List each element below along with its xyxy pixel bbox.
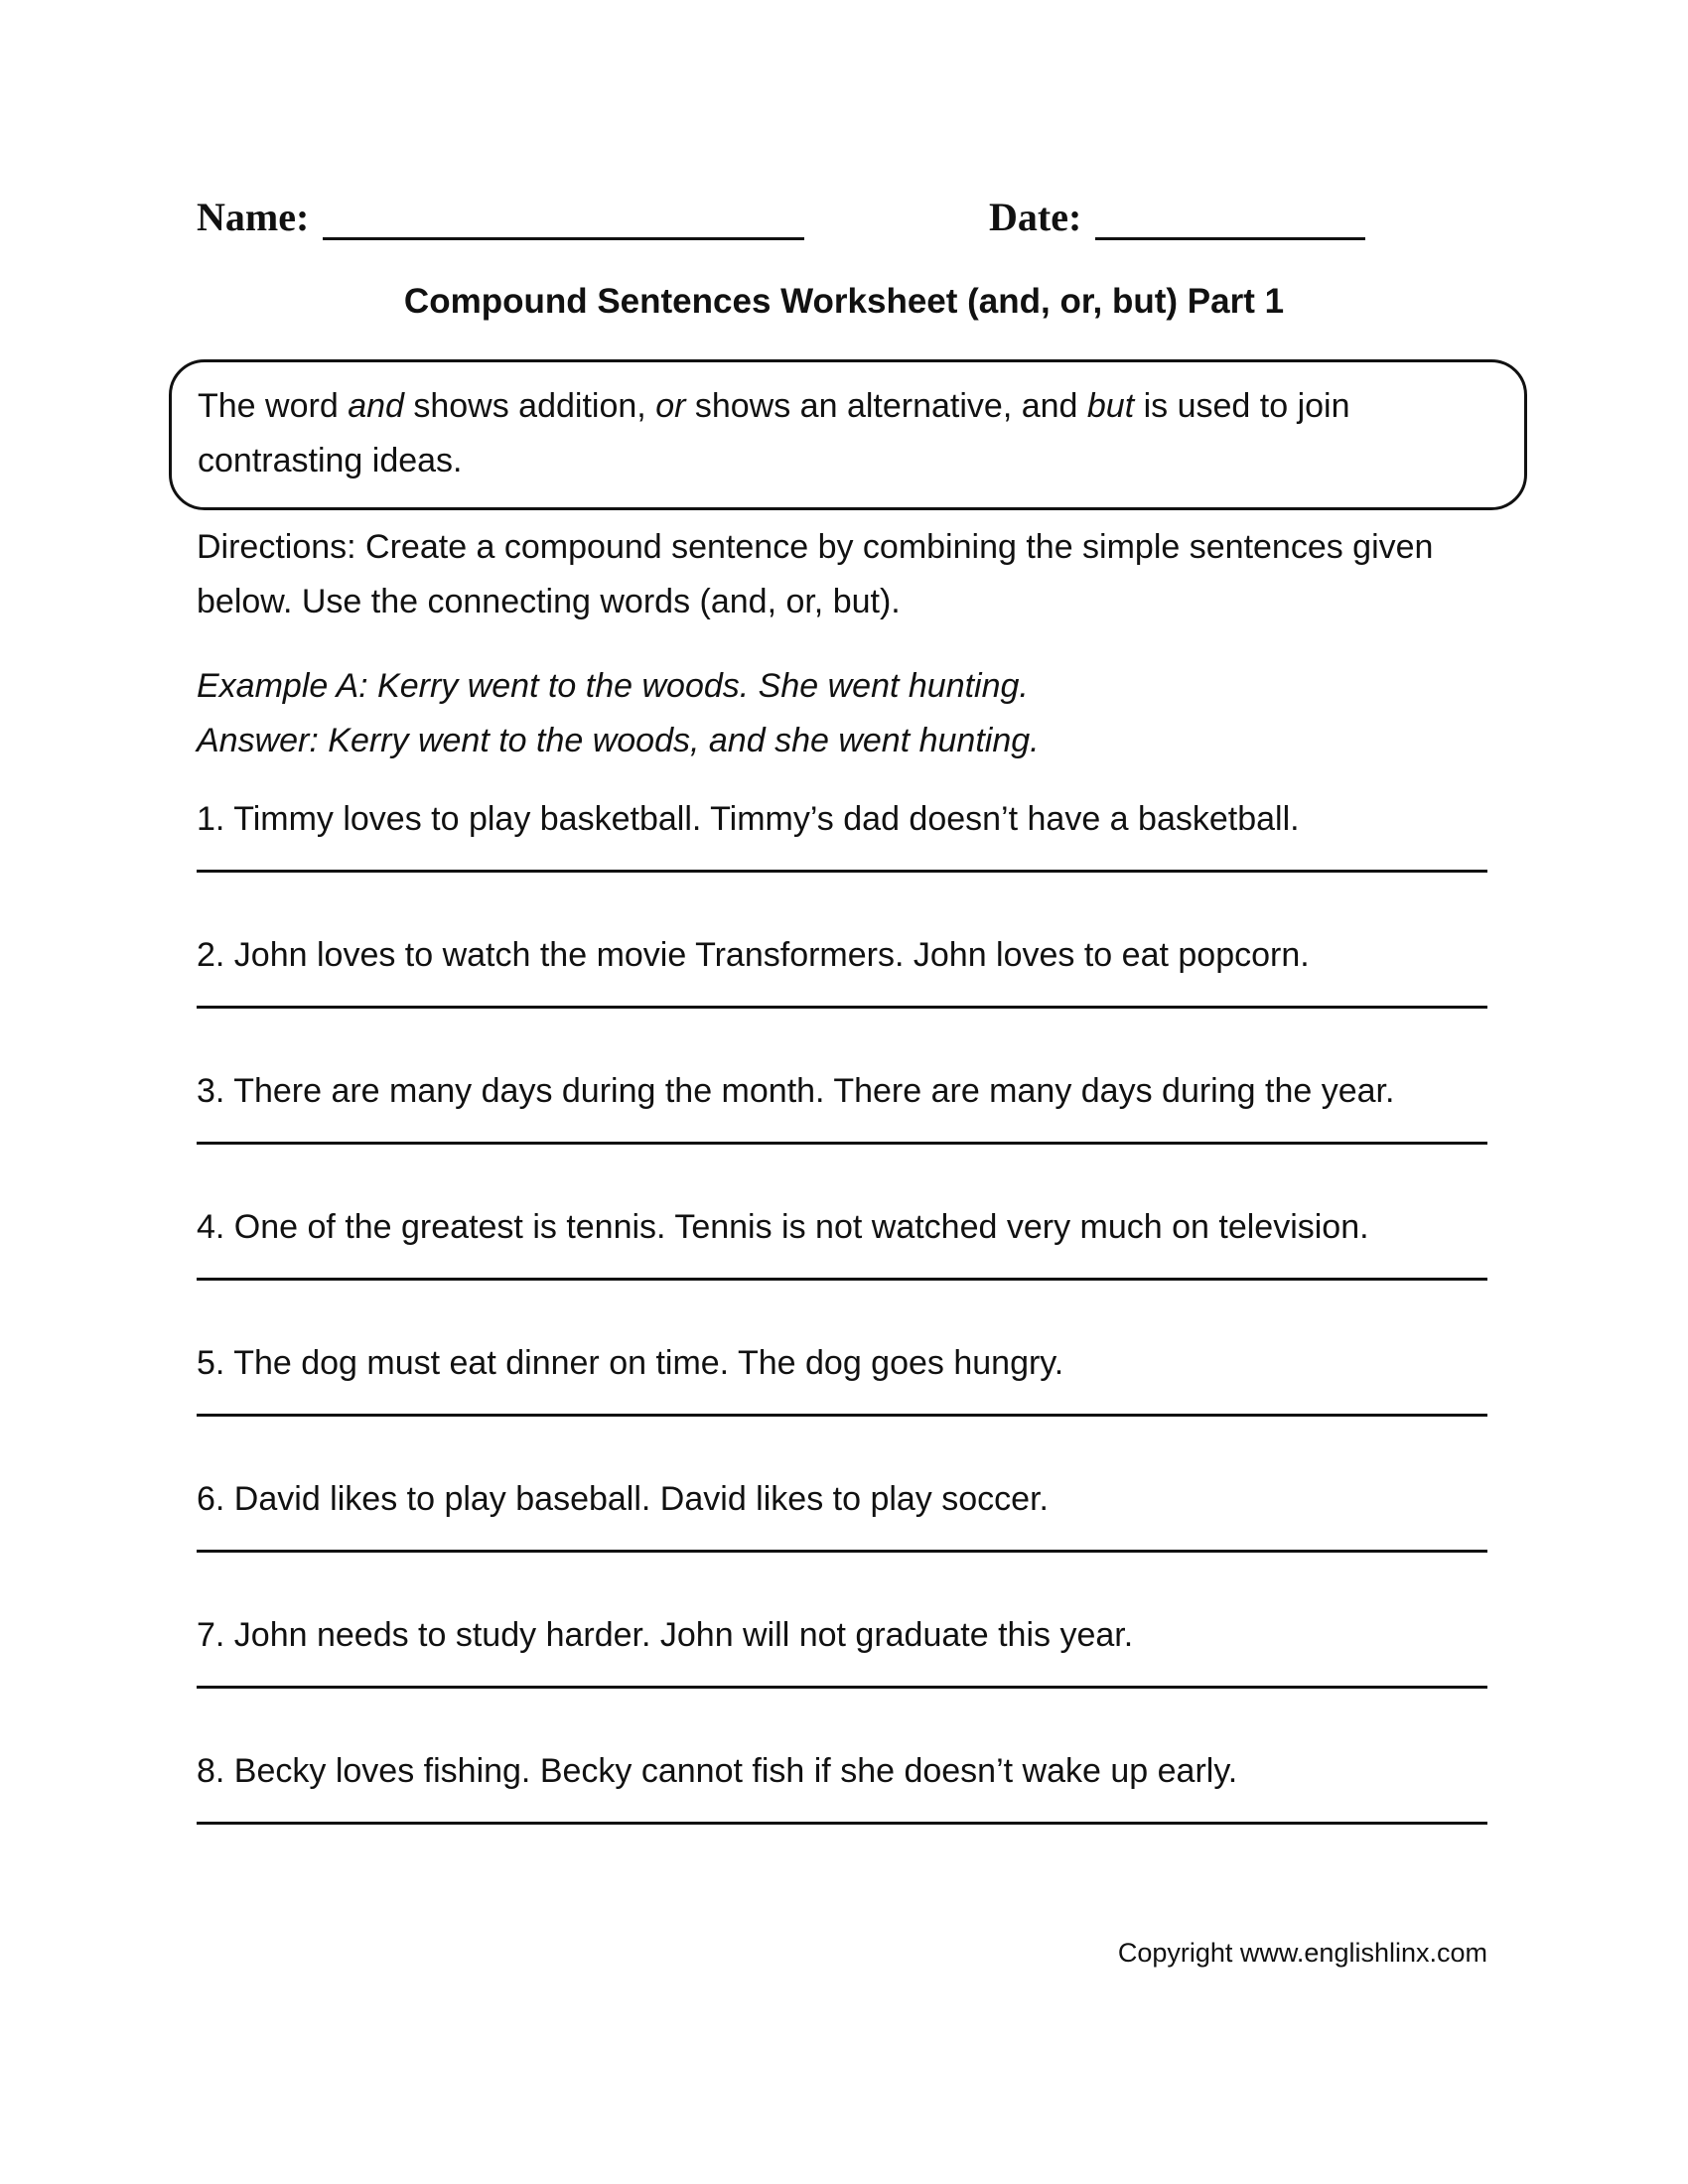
- question-text: 6. David likes to play baseball. David likes to play soccer.: [197, 1480, 1049, 1518]
- question-text: 4. One of the greatest is tennis. Tennis is not watched very much on television.: [197, 1208, 1369, 1246]
- info-box: [169, 359, 1527, 510]
- copyright-footer: Copyright www.englishlinx.com: [1117, 1938, 1487, 1968]
- example-block: [197, 659, 1497, 768]
- example-answer: Answer: Kerry went to the woods, and she went hunting.: [197, 722, 1040, 759]
- example-prompt: Example A: Kerry went to the woods. She went hunting.: [197, 667, 1029, 705]
- name-blank-line: [323, 200, 804, 240]
- answer-line[interactable]: [197, 1414, 1487, 1417]
- question-item: [197, 1746, 1497, 1796]
- name-field: [197, 194, 804, 240]
- date-field: [989, 194, 1365, 240]
- info-text-part3: shows an alternative, and: [685, 387, 1087, 425]
- worksheet-title: Compound Sentences Worksheet (and, or, but) Part 1: [403, 282, 1285, 321]
- info-text-part2: shows addition,: [403, 387, 656, 425]
- question-text: 2. John loves to watch the movie Transformers. John loves to eat popcorn.: [197, 936, 1310, 974]
- answer-line[interactable]: [197, 1006, 1487, 1009]
- info-text-part4: is used to join contrasting ideas.: [198, 387, 1350, 479]
- question-item: [197, 1474, 1497, 1524]
- answer-line[interactable]: [197, 870, 1487, 873]
- date-label: Date:: [989, 195, 1082, 239]
- directions-text: Directions: Create a compound sentence by combining the simple sentences given below. Use the connecting words (and, or, but).: [197, 528, 1434, 620]
- info-word-but: but: [1086, 387, 1135, 425]
- question-item: [197, 1202, 1497, 1252]
- info-text-part1: The word: [198, 387, 349, 425]
- question-item: [197, 1338, 1497, 1388]
- question-text: 7. John needs to study harder. John will not graduate this year.: [197, 1616, 1134, 1654]
- header-row: [197, 194, 1487, 253]
- info-word-or: or: [655, 387, 686, 425]
- answer-line[interactable]: [197, 1550, 1487, 1553]
- question-item: [197, 794, 1497, 844]
- question-text: 1. Timmy loves to play basketball. Timmy’s dad doesn’t have a basketball.: [197, 800, 1300, 838]
- question-item: [197, 930, 1497, 980]
- answer-line[interactable]: [197, 1278, 1487, 1281]
- name-label: Name:: [197, 195, 310, 239]
- info-word-and: and: [348, 387, 404, 425]
- question-text: 8. Becky loves fishing. Becky cannot fish if she doesn’t wake up early.: [197, 1752, 1238, 1790]
- question-item: [197, 1066, 1497, 1116]
- answer-line[interactable]: [197, 1142, 1487, 1145]
- answer-line[interactable]: [197, 1686, 1487, 1689]
- answer-line[interactable]: [197, 1822, 1487, 1825]
- question-text: 5. The dog must eat dinner on time. The dog goes hungry.: [197, 1344, 1064, 1382]
- question-item: [197, 1610, 1497, 1660]
- date-blank-line: [1095, 200, 1365, 240]
- question-text: 3. There are many days during the month. There are many days during the year.: [197, 1072, 1395, 1110]
